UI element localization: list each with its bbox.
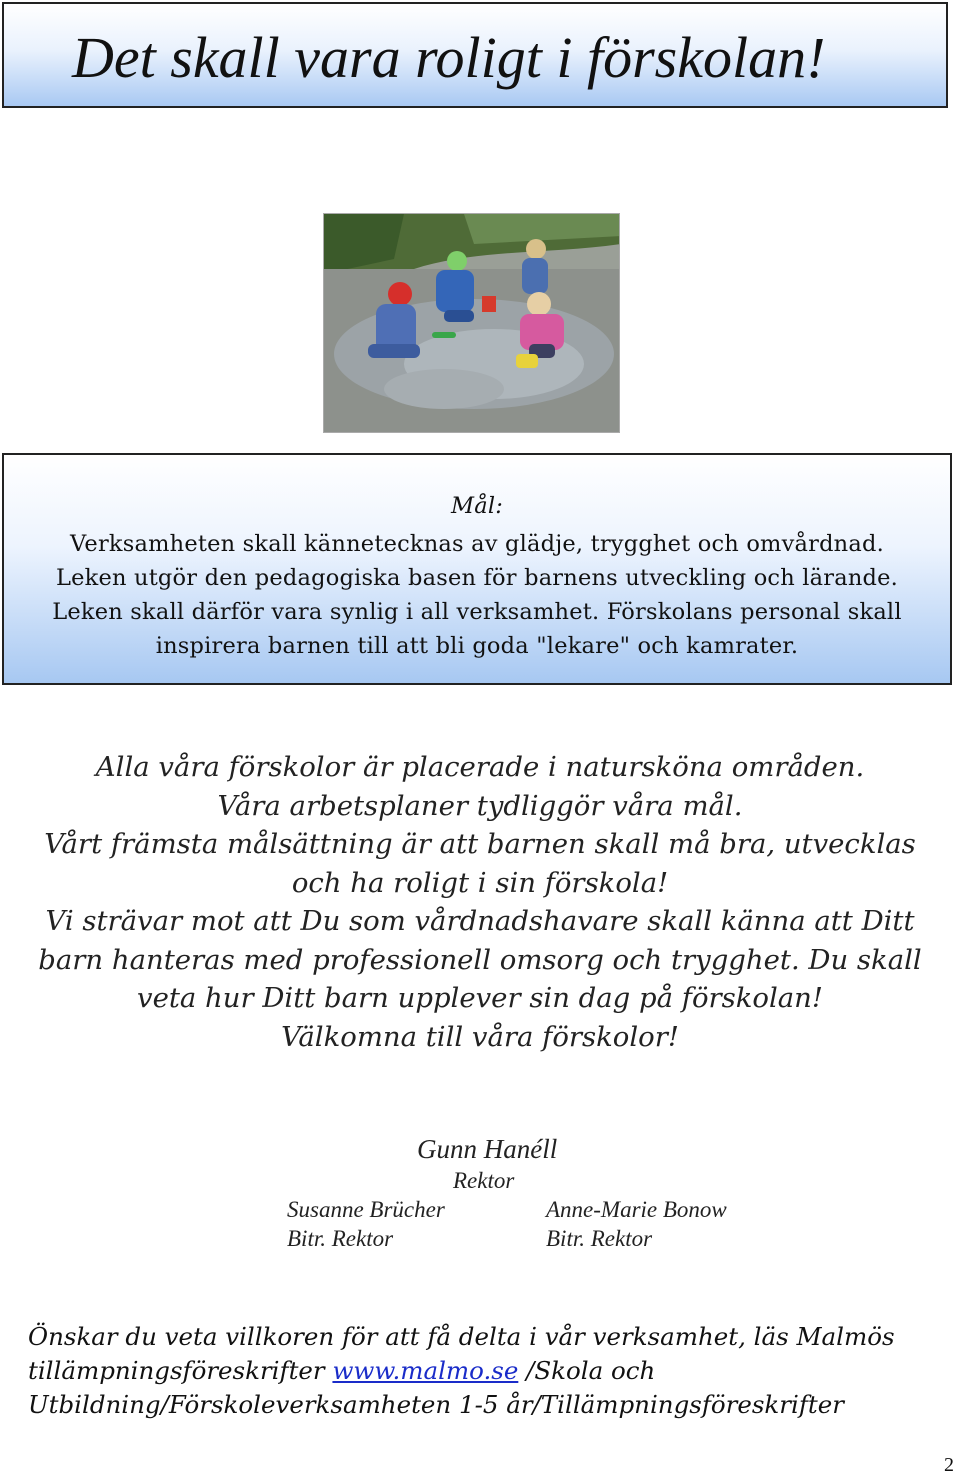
footer-line bbox=[28, 1354, 938, 1388]
children-playing-photo bbox=[323, 213, 620, 433]
footer-line2-prefix: tillämpningsföreskrifter bbox=[28, 1356, 333, 1385]
title-banner bbox=[2, 2, 948, 108]
intro-line: veta hur Ditt barn upplever sin dag på förskolan! bbox=[137, 982, 823, 1014]
page-number: 2 bbox=[944, 1454, 954, 1476]
goal-text bbox=[4, 527, 950, 663]
footer-line: Önskar du veta villkoren för att få delta i vår verksamhet, läs Malmös bbox=[28, 1322, 895, 1351]
page-title: Det skall vara roligt i förskolan! bbox=[72, 25, 826, 90]
footer-text bbox=[28, 1320, 938, 1422]
goal-line: Leken skall därför vara synlig i all verksamhet. Förskolans personal skall bbox=[52, 599, 902, 625]
deputy2-name: Anne-Marie Bonow bbox=[546, 1197, 727, 1222]
principal-name: Gunn Hanéll bbox=[417, 1134, 558, 1164]
intro-line: Våra arbetsplaner tydliggör våra mål. bbox=[217, 789, 743, 822]
footer-line: Utbildning/Förskoleverksamheten 1-5 år/Tillämpningsföreskrifter bbox=[28, 1390, 844, 1419]
footer-line2-suffix: /Skola och bbox=[518, 1356, 656, 1385]
intro-line: Vi strävar mot att Du som vårdnadshavare skall känna att Ditt bbox=[45, 905, 915, 937]
deputy1-title: Bitr. Rektor bbox=[287, 1226, 394, 1251]
intro-line: barn hanteras med professionell omsorg och trygghet. Du skall bbox=[38, 943, 922, 976]
principal-title: Rektor bbox=[453, 1168, 515, 1193]
goal-heading: Mål: bbox=[450, 493, 504, 519]
intro-text bbox=[0, 748, 960, 1056]
deputy1-name: Susanne Brücher bbox=[287, 1197, 445, 1222]
malmo-link[interactable]: www.malmo.se bbox=[332, 1356, 519, 1385]
goal-line: Verksamheten skall kännetecknas av glädje, trygghet och omvårdnad. bbox=[70, 531, 884, 557]
intro-line: Välkomna till våra förskolor! bbox=[281, 1020, 679, 1053]
goal-line: Leken utgör den pedagogiska basen för barnens utveckling och lärande. bbox=[55, 565, 899, 591]
intro-line: Vårt främsta målsättning är att barnen skall må bra, utvecklas bbox=[44, 828, 916, 860]
deputy2-title: Bitr. Rektor bbox=[546, 1226, 653, 1251]
goal-box bbox=[2, 453, 952, 685]
intro-line: Alla våra förskolor är placerade i natursköna områden. bbox=[95, 751, 865, 783]
intro-line: och ha roligt i sin förskola! bbox=[291, 866, 669, 899]
goal-line: inspirera barnen till att bli goda "lekare" och kamrater. bbox=[155, 633, 799, 659]
